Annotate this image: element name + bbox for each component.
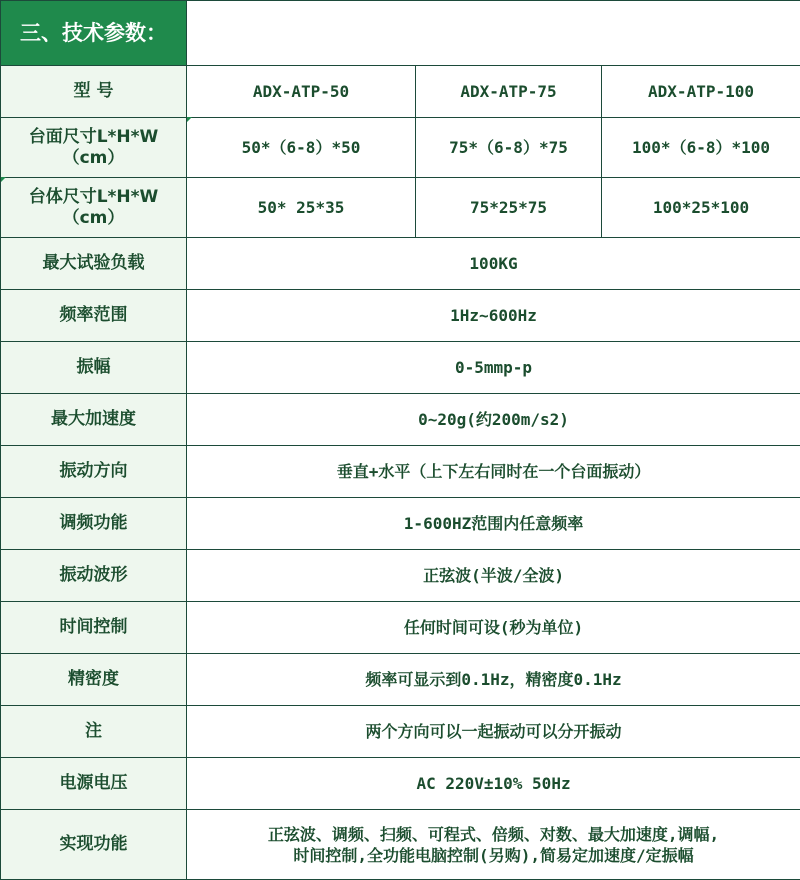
spec-label: 最大加速度	[1, 394, 187, 446]
body-size-value-100: 100*25*100	[602, 178, 800, 238]
spec-value: 1Hz~600Hz	[187, 290, 800, 342]
spec-value: 0-5mmp-p	[187, 342, 800, 394]
spec-row	[1, 394, 800, 446]
spec-row	[1, 498, 800, 550]
body-size-label	[1, 178, 187, 238]
model-value-50: ADX-ATP-50	[187, 66, 416, 118]
spec-label: 振动方向	[1, 446, 187, 498]
body-size-label-line2: （cm）	[63, 208, 125, 228]
features-line2: 时间控制,全功能电脑控制(另购),简易定加速度/定振幅	[293, 846, 693, 865]
spec-value: 0~20g(约200m/s2)	[187, 394, 800, 446]
spec-value: AC 220V±10% 50Hz	[187, 758, 800, 810]
spec-value: 频率可显示到0.1Hz，精密度0.1Hz	[187, 654, 800, 706]
section-header-row	[1, 1, 800, 66]
spec-row	[1, 706, 800, 758]
spec-row	[1, 290, 800, 342]
spec-row	[1, 446, 800, 498]
table-size-value-50: 50*（6-8）*50	[187, 118, 416, 178]
section-title: 三、技术参数：	[1, 1, 187, 66]
body-size-value-50: 50* 25*35	[187, 178, 416, 238]
model-value-100: ADX-ATP-100	[602, 66, 800, 118]
spec-value: 垂直+水平（上下左右同时在一个台面振动）	[187, 446, 800, 498]
section-header-blank	[187, 1, 800, 66]
table-size-value-75: 75*（6-8）*75	[416, 118, 602, 178]
cell-corner-mark	[1, 177, 6, 182]
spec-label: 振动波形	[1, 550, 187, 602]
features-value	[187, 810, 800, 880]
model-label: 型 号	[1, 66, 187, 118]
features-line1: 正弦波、调频、扫频、可程式、倍频、对数、最大加速度,调幅,	[268, 825, 719, 844]
spec-label: 时间控制	[1, 602, 187, 654]
spec-row	[1, 238, 800, 290]
spec-row	[1, 758, 800, 810]
table-size-value-100: 100*（6-8）*100	[602, 118, 800, 178]
spec-label: 调频功能	[1, 498, 187, 550]
spec-row	[1, 342, 800, 394]
body-size-label-line1: 台体尺寸L*H*W	[29, 187, 159, 207]
model-row	[1, 66, 800, 118]
spec-row	[1, 602, 800, 654]
spec-label: 精密度	[1, 654, 187, 706]
table-size-row	[1, 118, 800, 178]
body-size-value-75: 75*25*75	[416, 178, 602, 238]
spec-label: 振幅	[1, 342, 187, 394]
cell-corner-mark	[187, 117, 192, 122]
spec-label: 注	[1, 706, 187, 758]
features-row	[1, 810, 800, 880]
table-size-label	[1, 118, 187, 178]
spec-value: 两个方向可以一起振动可以分开振动	[187, 706, 800, 758]
spec-value: 任何时间可设(秒为单位)	[187, 602, 800, 654]
spec-label: 频率范围	[1, 290, 187, 342]
spec-label: 最大试验负载	[1, 238, 187, 290]
spec-value: 1-600HZ范围内任意频率	[187, 498, 800, 550]
body-size-row	[1, 178, 800, 238]
spec-row	[1, 654, 800, 706]
table-size-label-line2: （cm）	[63, 148, 125, 168]
model-value-75: ADX-ATP-75	[416, 66, 602, 118]
spec-value: 100KG	[187, 238, 800, 290]
spec-value: 正弦波(半波/全波)	[187, 550, 800, 602]
table-size-label-line1: 台面尺寸L*H*W	[29, 127, 159, 147]
spec-label: 电源电压	[1, 758, 187, 810]
features-label: 实现功能	[1, 810, 187, 880]
spec-row	[1, 550, 800, 602]
